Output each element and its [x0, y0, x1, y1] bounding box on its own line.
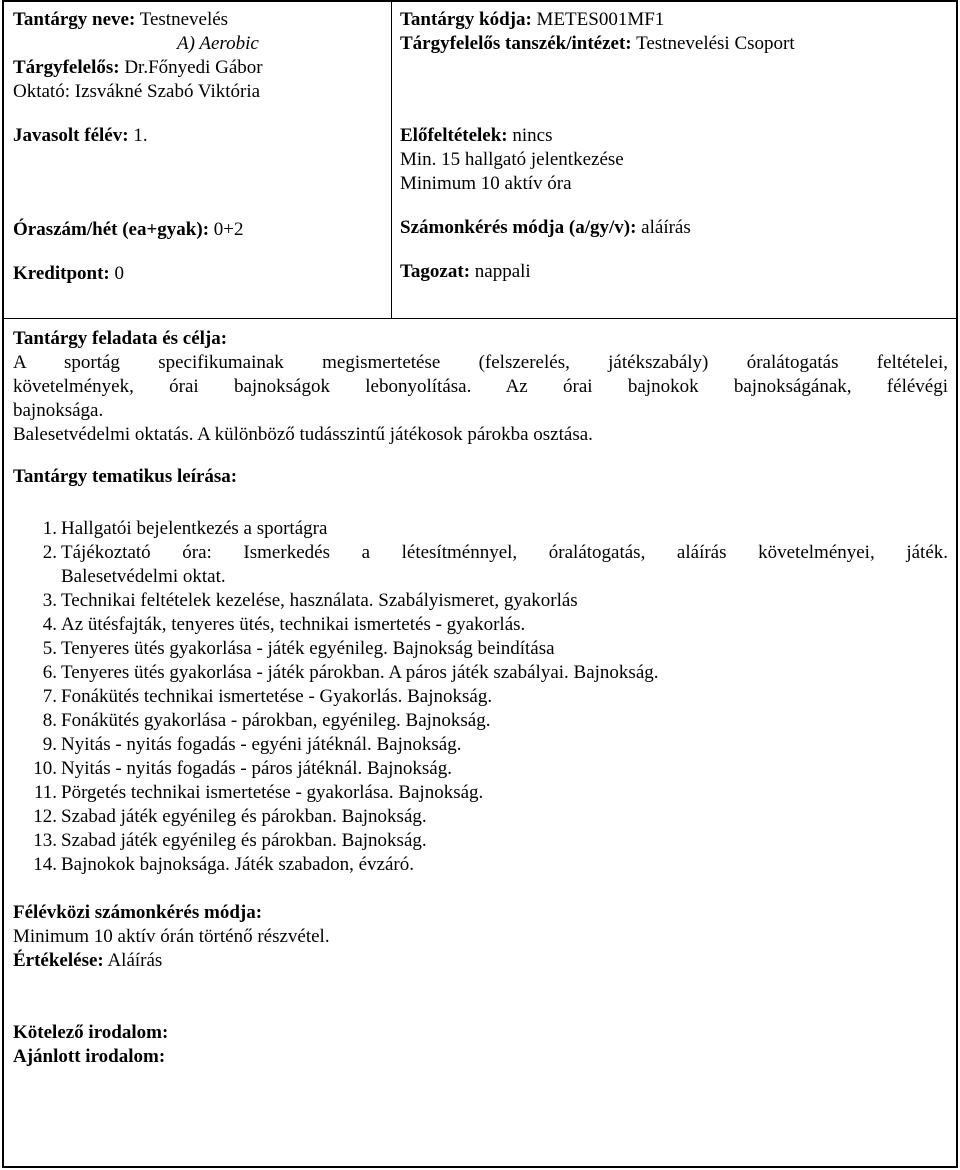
topics-list: [13, 517, 948, 877]
header-right-cell: [392, 2, 956, 318]
required-literature: Kötelező irodalom:: [13, 1022, 169, 1043]
course-syllabus: [2, 0, 958, 1168]
responsible-department: Tárgyfelelős tanszék/intézet: Testnevelési Csoport: [400, 33, 795, 54]
assessment-method: Számonkérés módja (a/gy/v): aláírás: [400, 217, 691, 238]
topics-heading: Tantárgy tematikus leírása:: [13, 466, 238, 487]
list-item: 10. Nyitás - nyitás fogadás - páros játéknál. Bajnokság.: [33, 758, 452, 779]
goals-line-1: A sportág specifikumainak megismertetése (felszerelés, játékszabály) óralátogatás feltételei,: [13, 352, 948, 373]
list-item: 5. Tenyeres ütés gyakorlása - játék egyénileg. Bajnokság beindítása: [42, 638, 555, 659]
recommended-semester: Javasolt félév: 1.: [13, 125, 148, 146]
study-mode: Tagozat: nappali: [400, 261, 531, 282]
evaluation: Értékelése: Aláírás: [13, 950, 163, 971]
subject-code: Tantárgy kódja: METES001MF1: [400, 9, 665, 30]
goals-heading: Tantárgy feladata és célja:: [13, 328, 228, 349]
prerequisites: Előfeltételek: nincs: [400, 125, 553, 146]
header-table: [4, 2, 956, 319]
list-item: 7. Fonákütés technikai ismertetése - Gyakorlás. Bajnokság.: [42, 686, 493, 707]
list-item: 14. Bajnokok bajnoksága. Játék szabadon, évzáró.: [33, 854, 414, 875]
course-body: [4, 319, 956, 1069]
goals-line-2: követelmények, órai bajnokságok lebonyolítása. Az órai bajnokok bajnokságának, félévégi: [13, 376, 948, 397]
prerequisites-min-students: Min. 15 hallgató jelentkezése: [400, 149, 624, 170]
list-item: 2. Tájékoztató óra: Ismerkedés a létesítménnyel, óralátogatás, aláírás követelményei, játék. Balesetvédelmi oktat.: [42, 542, 948, 587]
list-item: 9. Nyitás - nyitás fogadás - egyéni játéknál. Bajnokság.: [42, 734, 462, 755]
midterm-text: Minimum 10 aktív órán történő részvétel.: [13, 926, 330, 947]
goals-line-3: bajnoksága.: [13, 400, 104, 421]
responsible-person: Tárgyfelelős: Dr.Főnyedi Gábor: [13, 57, 263, 78]
recommended-literature: Ajánlott irodalom:: [13, 1046, 166, 1067]
credits: Kreditpont: 0: [13, 263, 125, 284]
header-left-cell: [4, 2, 392, 318]
list-item: 1. Hallgatói bejelentkezés a sportágra: [42, 518, 328, 539]
list-item: 6. Tenyeres ütés gyakorlása - játék párokban. A páros játék szabályai. Bajnokság.: [42, 662, 659, 683]
list-item: 3. Technikai feltételek kezelése, használata. Szabályismeret, gyakorlás: [42, 590, 578, 611]
list-item: 8. Fonákütés gyakorlása - párokban, egyénileg. Bajnokság.: [42, 710, 491, 731]
instructor: Oktató: Izsvákné Szabó Viktória: [13, 81, 261, 102]
list-item: 4. Az ütésfajták, tenyeres ütés, technikai ismertetés - gyakorlás.: [42, 614, 526, 635]
list-item: 11. Pörgetés technikai ismertetése - gyakorlása. Bajnokság.: [33, 782, 484, 803]
midterm-heading: Félévközi számonkérés módja:: [13, 902, 263, 923]
subject-variant: A) Aerobic: [177, 33, 259, 54]
weekly-hours: Óraszám/hét (ea+gyak): 0+2: [13, 219, 244, 240]
subject-name: Tantárgy neve: Testnevelés: [13, 9, 229, 30]
list-item: 12. Szabad játék egyénileg és párokban. Bajnokság.: [33, 806, 427, 827]
goals-line-4: Balesetvédelmi oktatás. A különböző tudásszintű játékosok párokba osztása.: [13, 424, 593, 445]
list-item: 13. Szabad játék egyénileg és párokban. Bajnokság.: [33, 830, 427, 851]
prerequisites-min-classes: Minimum 10 aktív óra: [400, 173, 572, 194]
